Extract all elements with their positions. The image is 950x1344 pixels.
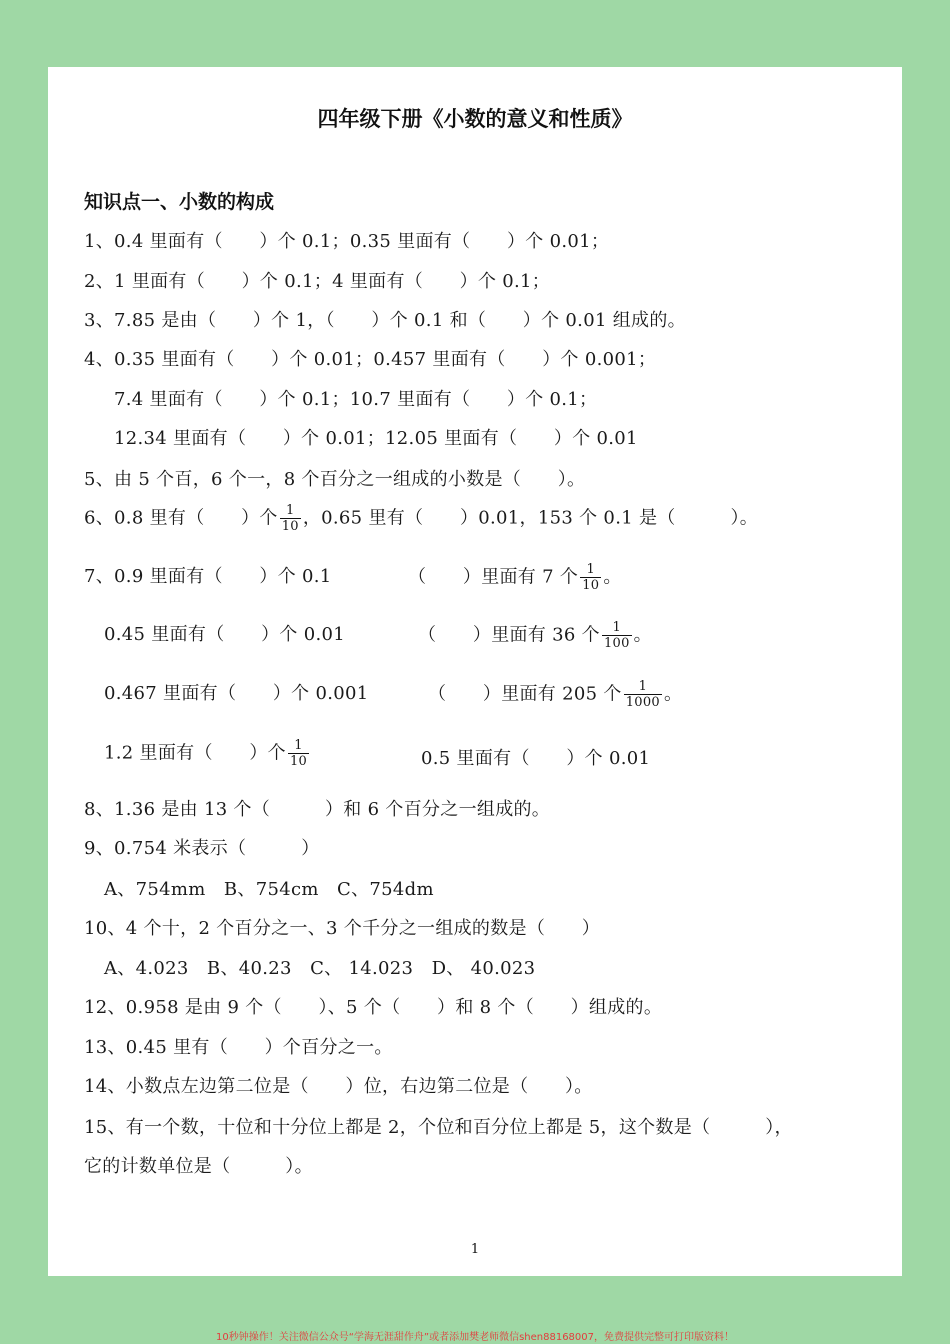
fraction: $\frac{1}{100}$ (603, 620, 630, 651)
question-7-row-3-left: 0.467 里面有（ ）个 0.001 (104, 683, 369, 704)
question-7-row-1-right: （ ）里面有 7 个 $\frac{1}{10}$ 。 (408, 562, 622, 593)
question-15-line-2: 它的计数单位是（ ）。 (84, 1156, 313, 1177)
question-7-row-3-right: （ ）里面有 205 个 $\frac{1}{1000}$ 。 (428, 679, 683, 710)
question-7-row-1-left: 7、0.9 里面有（ ）个 0.1 (84, 566, 332, 587)
question-10: 10、4 个十，2 个百分之一、3 个千分之一组成的数是（ ） (84, 918, 601, 939)
page-title: 四年级下册《小数的意义和性质》 (317, 106, 633, 131)
page-number: 1 (470, 1242, 480, 1257)
question-4-line-3: 12.34 里面有（ ）个 0.01；12.05 里面有（ ）个 0.01 (114, 428, 638, 449)
fraction: $\frac{1}{10}$ (289, 738, 308, 769)
fraction: $\frac{1}{10}$ (582, 562, 600, 593)
question-7-row-2-left: 0.45 里面有（ ）个 0.01 (104, 624, 345, 645)
question-2: 2、1 里面有（ ）个 0.1；4 里面有（ ）个 0.1； (84, 271, 551, 292)
question-1: 1、0.4 里面有（ ）个 0.1；0.35 里面有（ ）个 0.01； (84, 231, 610, 252)
question-6: 6、0.8 里有（ ）个 $\frac{1}{10}$ ，0.65 里有（ ）0.01，153 个 0.1 是（ ）。 (84, 503, 759, 534)
question-9: 9、0.754 米表示（ ） (84, 838, 320, 859)
question-5: 5、由 5 个百，6 个一，8 个百分之一组成的小数是（ ）。 (84, 469, 586, 490)
question-12: 12、0.958 是由 9 个（ ）、5 个（ ）和 8 个（ ）组成的。 (84, 997, 663, 1018)
question-14: 14、小数点左边第二位是（ ）位，右边第二位是（ ）。 (84, 1076, 593, 1097)
question-9-options: A、754mm B、754cm C、754dm (104, 879, 434, 900)
question-7-row-4-left: 1.2 里面有（ ）个 $\frac{1}{10}$ (104, 738, 308, 769)
question-7-row-2-right: （ ）里面有 36 个 $\frac{1}{100}$ 。 (418, 620, 652, 651)
question-15: 15、有一个数，十位和十分位上都是 2，个位和百分位上都是 5，这个数是（ ）， (84, 1117, 793, 1138)
section-heading: 知识点一、小数的构成 (84, 191, 275, 213)
question-10-options: A、4.023 B、40.23 C、 14.023 D、 40.023 (104, 958, 536, 979)
question-13: 13、0.45 里有（ ）个百分之一。 (84, 1037, 393, 1058)
question-7-row-4-right: 0.5 里面有（ ）个 0.01 (421, 748, 651, 769)
question-3: 3、7.85 是由（ ）个 1，（ ）个 0.1 和（ ）个 0.01 组成的。 (84, 310, 686, 331)
question-4-line-2: 7.4 里面有（ ）个 0.1；10.7 里面有（ ）个 0.1； (114, 389, 598, 410)
worksheet-page (48, 67, 902, 1276)
footer-notice: 10秒钟操作！关注微信公众号“学海无涯甜作舟”或者添加樊老师微信shen88168007，免费提供完整可打印版资料！ (215, 1332, 735, 1343)
fraction: $\frac{1}{1000}$ (625, 679, 660, 710)
fraction: $\frac{1}{10}$ (281, 503, 299, 534)
question-8: 8、1.36 是由 13 个（ ）和 6 个百分之一组成的。 (84, 799, 551, 820)
question-4: 4、0.35 里面有（ ）个 0.01；0.457 里面有（ ）个 0.001； (84, 349, 657, 370)
